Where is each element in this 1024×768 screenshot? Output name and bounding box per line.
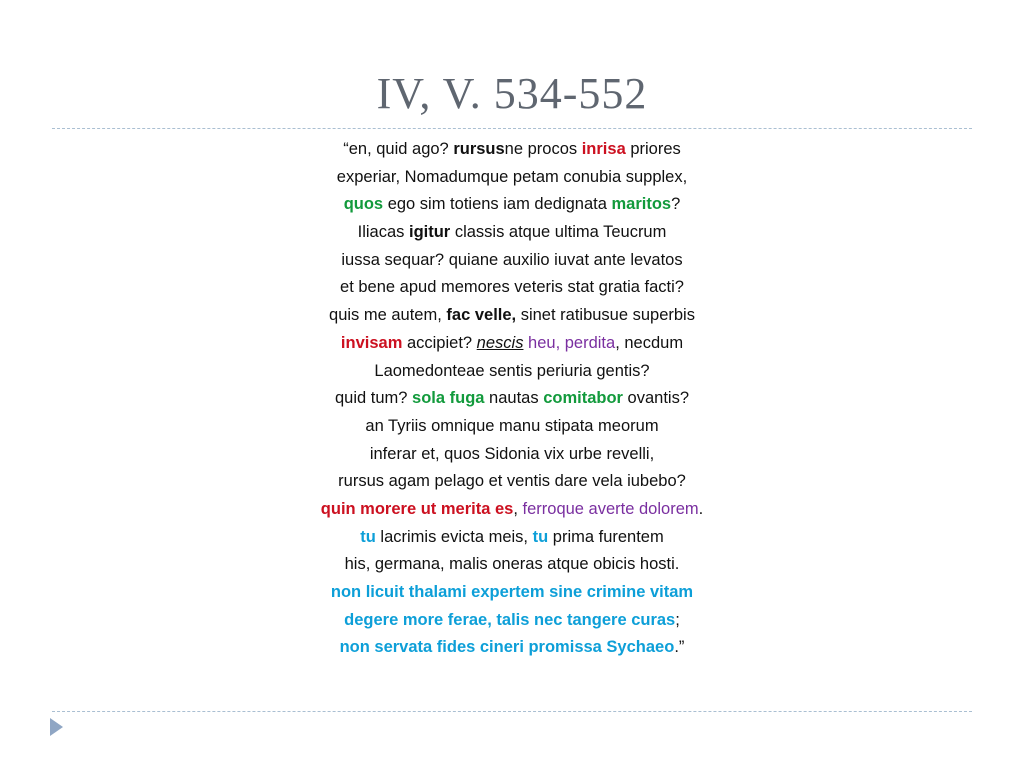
poem-line	[52, 634, 972, 662]
poem-line	[52, 136, 972, 164]
poem-line	[52, 274, 972, 302]
line-text: rursus agam pelago et ventis dare vela iubebo?	[338, 472, 686, 491]
line-text: sinet ratibusue superbis	[516, 306, 695, 325]
line-text: fac velle,	[446, 306, 517, 325]
line-text: an Tyriis omnique manu stipata meorum	[365, 416, 659, 435]
line-text: “en, quid ago?	[343, 140, 454, 158]
highlighted-text: maritos	[611, 195, 672, 214]
highlighted-text: inrisa	[581, 140, 626, 158]
highlighted-text: sola fuga	[412, 389, 485, 408]
poem-line	[52, 524, 972, 552]
poem-text	[52, 136, 972, 662]
line-text: lacrimis evicta meis,	[375, 527, 533, 546]
line-text: Iliacas	[357, 223, 409, 242]
line-text: classis atque ultima Teucrum	[450, 223, 667, 242]
highlighted-text: tu	[532, 527, 549, 546]
poem-line	[52, 551, 972, 579]
line-text: ne procos	[504, 140, 582, 158]
poem-line	[52, 441, 972, 469]
line-text: .	[698, 499, 704, 518]
line-text: inferar et, quos Sidonia vix urbe revelli,	[369, 444, 655, 463]
highlighted-text: tu	[360, 527, 376, 546]
line-text: ,	[513, 499, 523, 518]
poem-line	[52, 191, 972, 219]
line-text: igitur	[408, 223, 451, 242]
highlighted-text: ferroque averte dolorem	[522, 499, 699, 518]
poem-line	[52, 607, 972, 635]
line-text: Laomedonteae sentis periuria gentis?	[374, 361, 650, 380]
line-text: rursus	[453, 140, 505, 158]
line-text: .”	[674, 638, 685, 657]
line-text: accipiet?	[402, 333, 477, 352]
line-text: priores	[625, 140, 681, 158]
poem-line	[52, 385, 972, 413]
highlighted-text: comitabor	[543, 389, 623, 408]
poem-line	[52, 413, 972, 441]
poem-line	[52, 219, 972, 247]
line-text: ego sim totiens iam dedignata	[383, 195, 612, 214]
line-text: quis me autem,	[329, 306, 447, 325]
line-text: quid tum?	[334, 389, 413, 408]
triangle-right-icon	[50, 718, 63, 736]
poem-line	[52, 247, 972, 275]
line-text: prima furentem	[548, 527, 664, 546]
line-text: experiar, Nomadumque petam conubia supplex,	[336, 167, 688, 186]
poem-line	[52, 579, 972, 607]
top-divider	[52, 128, 972, 129]
highlighted-text: heu, perdita	[528, 333, 616, 352]
poem-line	[52, 496, 972, 524]
line-text: nautas	[484, 389, 544, 408]
poem-line	[52, 468, 972, 496]
highlighted-text: non servata fides cineri promissa Sychaeo	[339, 638, 675, 657]
slide-title: IV, V. 534-552	[376, 69, 648, 118]
line-text: iussa sequar? quiane auxilio iuvat ante levatos	[341, 250, 683, 269]
highlighted-text: non licuit thalami expertem sine crimine vitam	[330, 583, 694, 601]
line-text: et bene apud memores veteris stat gratia facti?	[340, 278, 684, 297]
poem-line	[52, 330, 972, 358]
highlighted-text: invisam	[340, 333, 403, 352]
highlighted-text: quin morere ut merita es	[320, 499, 514, 518]
line-text: ovantis?	[622, 389, 689, 408]
highlighted-text: degere more ferae, talis nec tangere curas	[344, 610, 676, 629]
bottom-divider	[52, 711, 972, 712]
poem-line	[52, 358, 972, 386]
line-text: nescis	[476, 333, 524, 352]
highlighted-text: quos	[343, 195, 384, 214]
poem-line	[52, 164, 972, 192]
line-text: ;	[675, 610, 680, 629]
line-text: his, germana, malis oneras atque obicis hosti.	[344, 555, 680, 574]
line-text: , necdum	[615, 333, 684, 352]
line-text: ?	[671, 195, 681, 214]
poem-line	[52, 302, 972, 330]
